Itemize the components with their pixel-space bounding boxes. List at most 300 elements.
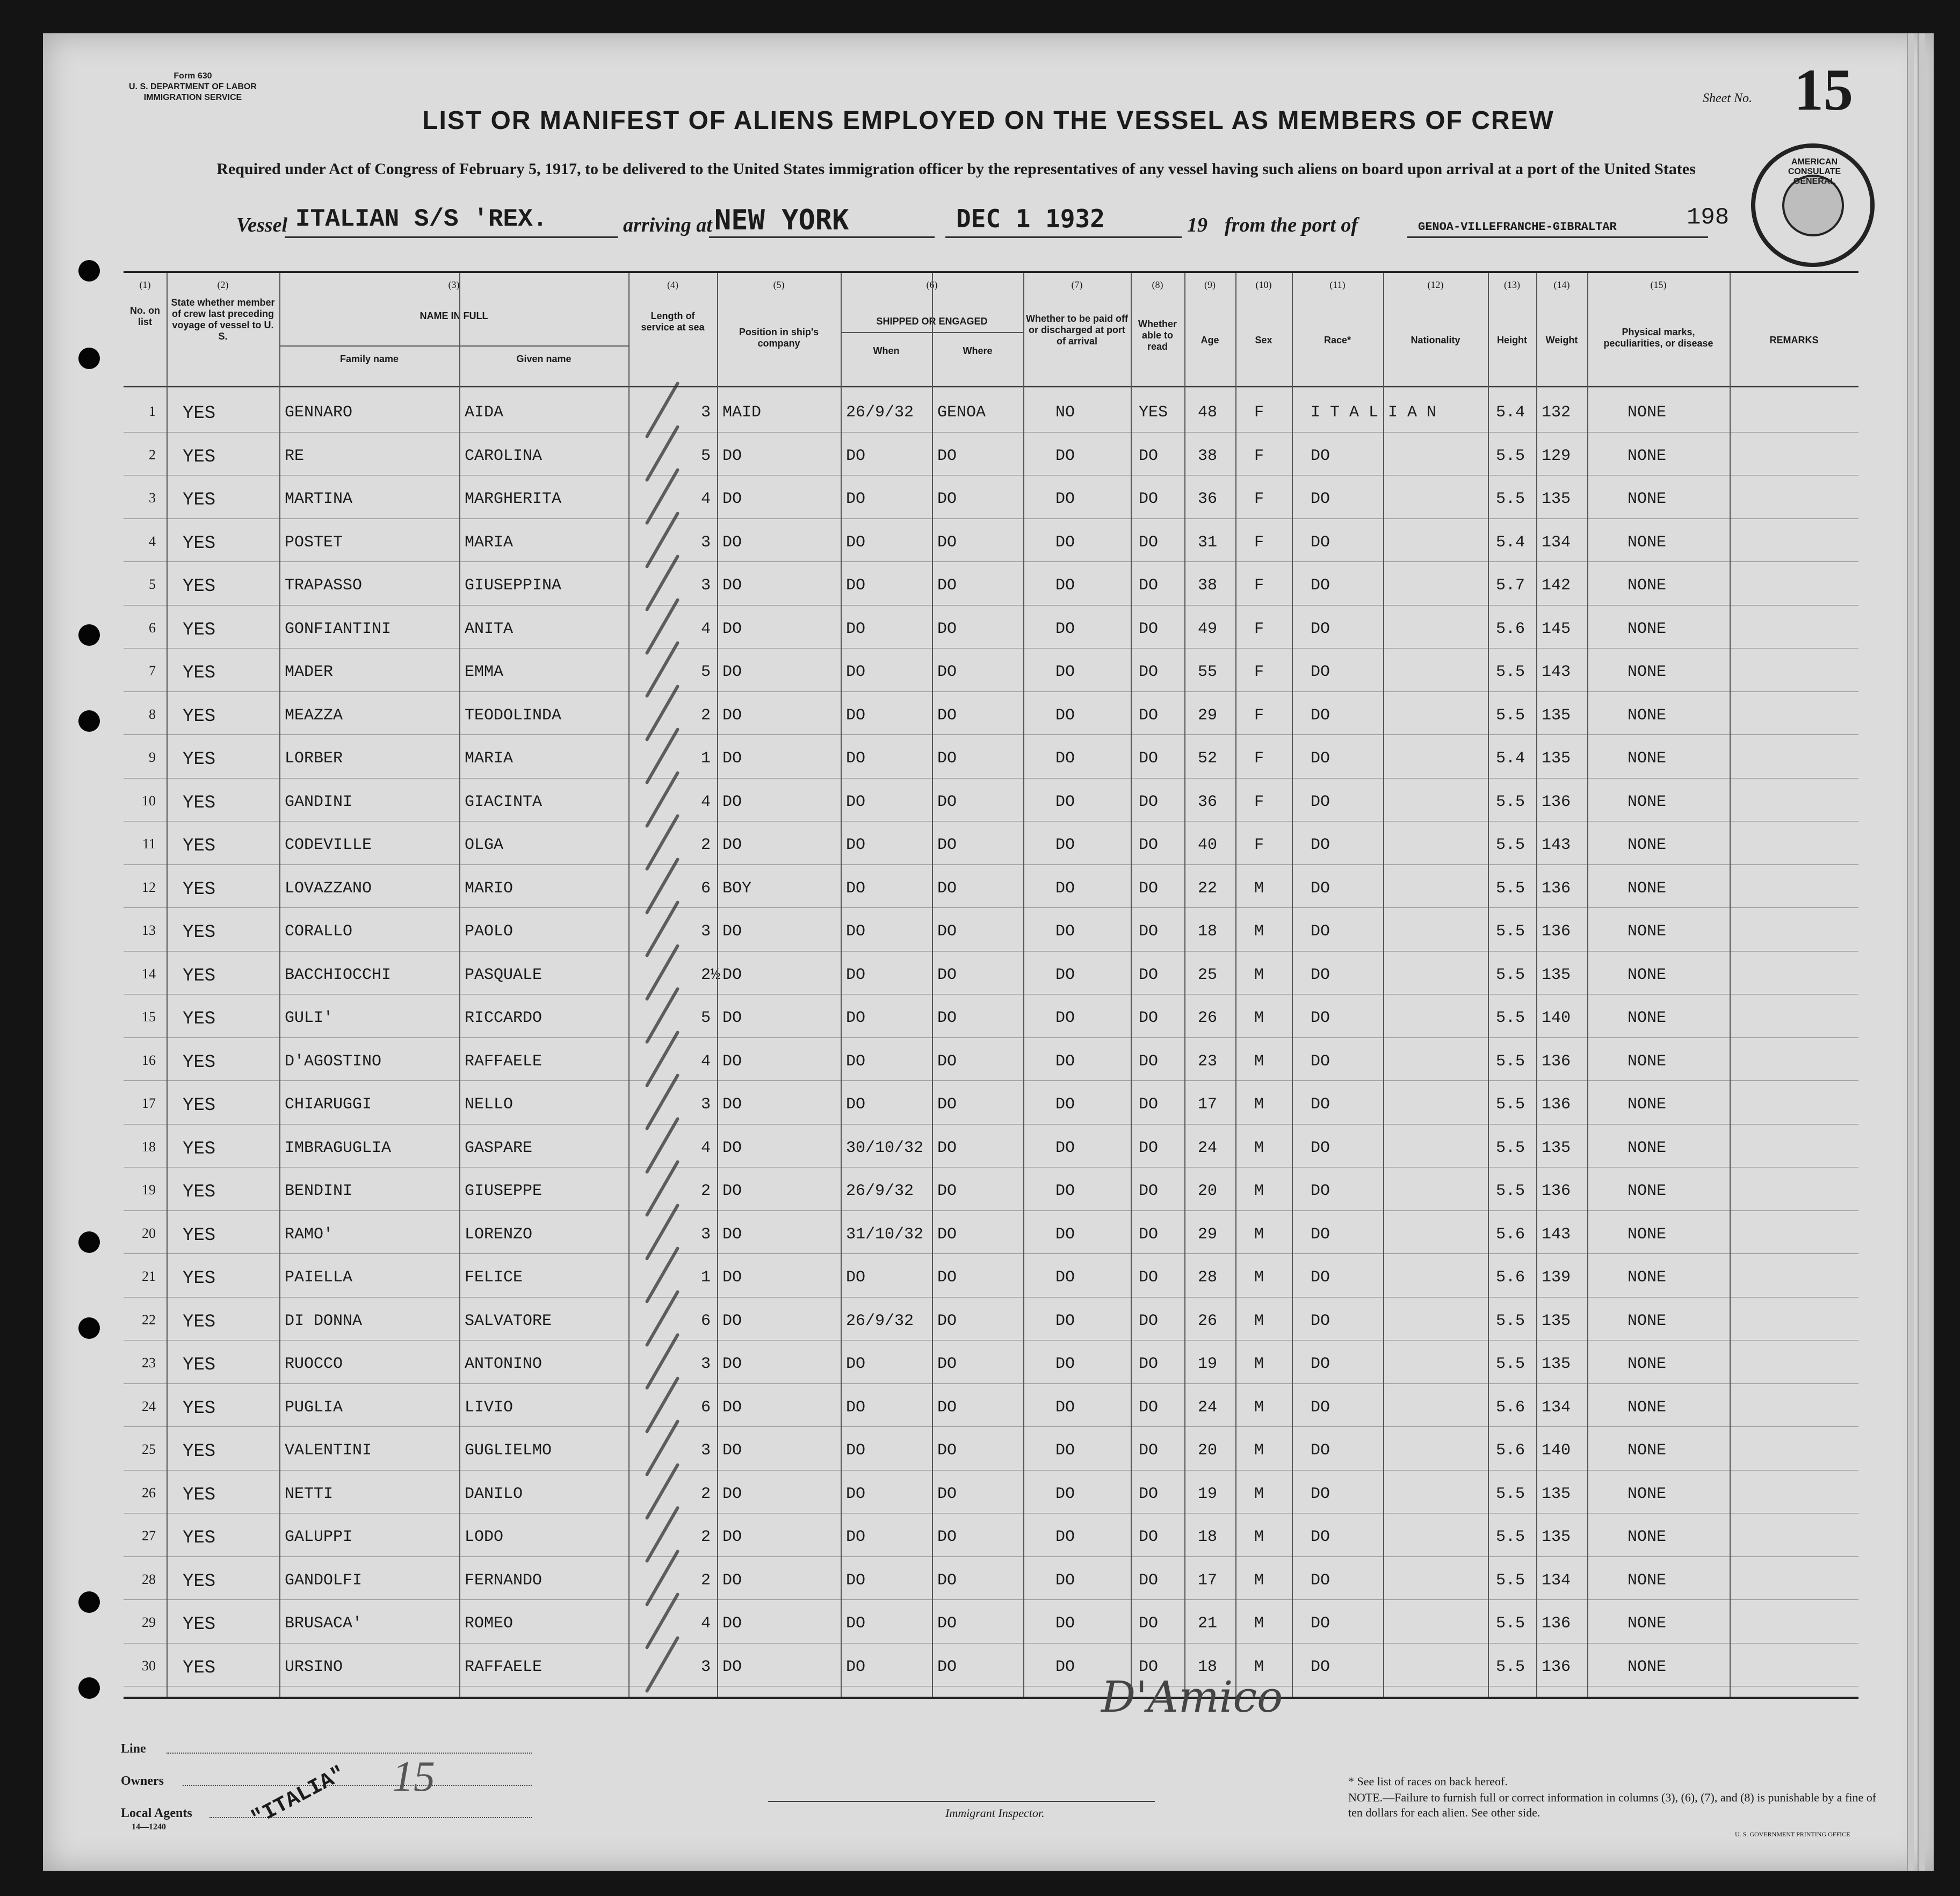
col-header-where: Where xyxy=(963,345,993,356)
read-cell: DO xyxy=(1139,490,1159,508)
height-cell: 5.5 xyxy=(1496,1009,1525,1027)
shipped-when-cell: DO xyxy=(846,576,866,595)
race-cell: DO xyxy=(1311,792,1330,811)
height-cell: 5.6 xyxy=(1496,1398,1525,1417)
service-cell: 4 xyxy=(701,490,711,508)
col-num-9: (9) xyxy=(1204,279,1216,290)
previous-voyage-cell: YES xyxy=(183,879,216,900)
height-cell: 5.5 xyxy=(1496,1528,1525,1546)
age-cell: 24 xyxy=(1198,1398,1218,1417)
service-cell: 3 xyxy=(701,922,711,941)
paid-off-cell: DO xyxy=(1055,1225,1075,1244)
read-cell: DO xyxy=(1139,879,1159,898)
family-name-cell: CHIARUGGI xyxy=(285,1095,372,1114)
shipped-where-cell: DO xyxy=(937,1138,957,1157)
paid-off-cell: DO xyxy=(1055,1182,1075,1200)
given-name-cell: CAROLINA xyxy=(465,446,543,465)
col-num-10: (10) xyxy=(1255,279,1272,290)
row-divider xyxy=(124,518,1858,519)
read-cell: DO xyxy=(1139,706,1159,725)
given-name-cell: ROMEO xyxy=(465,1614,513,1633)
height-cell: 5.5 xyxy=(1496,1614,1525,1633)
read-cell: DO xyxy=(1139,1138,1159,1157)
weight-cell: 135 xyxy=(1542,1484,1571,1503)
weight-cell: 139 xyxy=(1542,1268,1571,1287)
column-divider xyxy=(1023,273,1024,1697)
shipped-where-cell: DO xyxy=(937,879,957,898)
shipped-when-cell: DO xyxy=(846,1614,866,1633)
paid-off-cell: DO xyxy=(1055,1571,1075,1590)
height-cell: 5.5 xyxy=(1496,879,1525,898)
read-cell: DO xyxy=(1139,1441,1159,1460)
col-header-previous-voyage: State whether member of crew last preceding voyage of vessel to U. S. xyxy=(171,297,275,342)
service-cell: 3 xyxy=(701,533,711,552)
given-name-cell: LORENZO xyxy=(465,1225,533,1244)
shipped-where-cell: DO xyxy=(937,1182,957,1200)
shipped-when-cell: DO xyxy=(846,1484,866,1503)
col-header-service: Length of service at sea xyxy=(641,311,705,333)
read-cell: DO xyxy=(1139,1355,1159,1373)
family-name-cell: DI DONNA xyxy=(285,1311,363,1330)
row-number: 3 xyxy=(149,490,156,506)
read-cell: DO xyxy=(1139,1398,1159,1417)
race-cell: DO xyxy=(1311,965,1330,984)
paid-off-cell: DO xyxy=(1055,446,1075,465)
shipped-when-cell: DO xyxy=(846,1571,866,1590)
given-name-cell: GUGLIELMO xyxy=(465,1441,552,1460)
row-number: 15 xyxy=(142,1009,156,1025)
paid-off-cell: DO xyxy=(1055,1355,1075,1373)
row-divider xyxy=(124,561,1858,562)
row-number: 28 xyxy=(142,1571,156,1587)
given-name-cell: MARIA xyxy=(465,749,513,768)
col-header-given-name: Given name xyxy=(516,354,572,364)
age-cell: 38 xyxy=(1198,446,1218,465)
race-cell: I T A L I A N xyxy=(1311,403,1437,422)
col-num-4: (4) xyxy=(667,279,678,290)
read-cell: DO xyxy=(1139,533,1159,552)
family-name-cell: TRAPASSO xyxy=(285,576,363,595)
shipped-where-cell: DO xyxy=(937,1484,957,1503)
given-name-cell: FERNANDO xyxy=(465,1571,543,1590)
row-number: 2 xyxy=(149,446,156,463)
given-name-cell: MARIA xyxy=(465,533,513,552)
read-cell: DO xyxy=(1139,1657,1159,1676)
physical-marks-cell: NONE xyxy=(1628,1052,1667,1071)
row-divider xyxy=(124,1210,1858,1211)
race-cell: DO xyxy=(1311,1398,1330,1417)
row-number: 27 xyxy=(142,1528,156,1544)
row-number: 22 xyxy=(142,1311,156,1328)
weight-cell: 135 xyxy=(1542,1528,1571,1546)
shipped-where-cell: DO xyxy=(937,1657,957,1676)
col-num-8: (8) xyxy=(1152,279,1163,290)
row-number: 21 xyxy=(142,1268,156,1284)
previous-voyage-cell: YES xyxy=(183,922,216,943)
read-cell: DO xyxy=(1139,446,1159,465)
read-cell: DO xyxy=(1139,836,1159,854)
paid-off-cell: DO xyxy=(1055,1311,1075,1330)
row-number: 18 xyxy=(142,1138,156,1155)
family-name-cell: BACCHIOCCHI xyxy=(285,965,392,984)
physical-marks-cell: NONE xyxy=(1628,1614,1667,1633)
shipped-where-cell: DO xyxy=(937,576,957,595)
position-cell: DO xyxy=(722,1052,742,1071)
row-number: 13 xyxy=(142,922,156,938)
read-cell: DO xyxy=(1139,663,1159,681)
age-cell: 17 xyxy=(1198,1095,1218,1114)
race-cell: DO xyxy=(1311,1138,1330,1157)
family-name-cell: BENDINI xyxy=(285,1182,353,1200)
sex-cell: M xyxy=(1254,1009,1264,1027)
weight-cell: 129 xyxy=(1542,446,1571,465)
shipped-when-cell: DO xyxy=(846,1009,866,1027)
page-edge xyxy=(1907,33,1914,1871)
previous-voyage-cell: YES xyxy=(183,1009,216,1029)
age-cell: 25 xyxy=(1198,965,1218,984)
sex-cell: M xyxy=(1254,1052,1264,1071)
service-cell: 4 xyxy=(701,792,711,811)
column-divider xyxy=(841,273,842,1697)
given-name-cell: MARIO xyxy=(465,879,513,898)
race-cell: DO xyxy=(1311,1268,1330,1287)
sex-cell: M xyxy=(1254,1268,1264,1287)
previous-voyage-cell: YES xyxy=(183,1571,216,1592)
paid-off-cell: DO xyxy=(1055,1528,1075,1546)
age-cell: 19 xyxy=(1198,1355,1218,1373)
family-name-cell: RUOCCO xyxy=(285,1355,343,1373)
inspector-label: Immigrant Inspector. xyxy=(945,1806,1045,1820)
previous-voyage-cell: YES xyxy=(183,1268,216,1289)
sex-cell: F xyxy=(1254,706,1264,725)
race-cell: DO xyxy=(1311,749,1330,768)
vessel-value: ITALIAN S/S 'REX. xyxy=(295,205,548,233)
from-port-label: from the port of xyxy=(1225,214,1358,236)
punch-hole xyxy=(78,1591,100,1613)
position-cell: DO xyxy=(722,836,742,854)
age-cell: 18 xyxy=(1198,1657,1218,1676)
sex-cell: M xyxy=(1254,1138,1264,1157)
given-name-cell: AIDA xyxy=(465,403,504,422)
shipped-when-cell: DO xyxy=(846,836,866,854)
given-name-cell: GIUSEPPINA xyxy=(465,576,562,595)
age-cell: 26 xyxy=(1198,1009,1218,1027)
read-cell: DO xyxy=(1139,1052,1159,1071)
manifest-sheet xyxy=(43,33,1934,1871)
previous-voyage-cell: YES xyxy=(183,619,216,640)
row-number: 29 xyxy=(142,1614,156,1630)
previous-voyage-cell: YES xyxy=(183,1441,216,1462)
sex-cell: M xyxy=(1254,1441,1264,1460)
race-cell: DO xyxy=(1311,1657,1330,1676)
previous-voyage-cell: YES xyxy=(183,446,216,467)
handwritten-number: 15 xyxy=(392,1753,435,1800)
shipped-where-cell: DO xyxy=(937,1398,957,1417)
row-divider xyxy=(124,1080,1858,1081)
physical-marks-cell: NONE xyxy=(1628,1311,1667,1330)
row-divider xyxy=(124,734,1858,735)
paid-off-cell: DO xyxy=(1055,965,1075,984)
crew-manifest-table xyxy=(124,271,1858,1699)
sex-cell: F xyxy=(1254,663,1264,681)
col-header-shipped: SHIPPED OR ENGAGED xyxy=(876,316,988,327)
physical-marks-cell: NONE xyxy=(1628,792,1667,811)
paid-off-cell: DO xyxy=(1055,1268,1075,1287)
age-cell: 20 xyxy=(1198,1182,1218,1200)
family-name-cell: GANDINI xyxy=(285,792,353,811)
row-number: 16 xyxy=(142,1052,156,1068)
service-cell: 3 xyxy=(701,1355,711,1373)
physical-marks-cell: NONE xyxy=(1628,576,1667,595)
age-cell: 49 xyxy=(1198,619,1218,638)
race-cell: DO xyxy=(1311,1052,1330,1071)
row-number: 4 xyxy=(149,533,156,549)
inspector-signature: D'Amico xyxy=(1101,1672,1283,1722)
column-divider xyxy=(932,273,933,1697)
punch-hole xyxy=(78,260,100,282)
physical-marks-cell: NONE xyxy=(1628,965,1667,984)
weight-cell: 140 xyxy=(1542,1441,1571,1460)
column-divider xyxy=(1383,273,1384,1697)
physical-marks-cell: NONE xyxy=(1628,490,1667,508)
shipped-where-cell: DO xyxy=(937,1311,957,1330)
service-cell: 2 xyxy=(701,706,711,725)
row-divider xyxy=(124,1037,1858,1038)
sex-cell: F xyxy=(1254,619,1264,638)
race-cell: DO xyxy=(1311,879,1330,898)
form-number: Form 630 xyxy=(173,71,212,81)
height-cell: 5.6 xyxy=(1496,1268,1525,1287)
col-header-race: Race* xyxy=(1323,335,1351,345)
col-header-nationality: Nationality xyxy=(1411,335,1460,345)
column-divider xyxy=(1587,273,1588,1697)
paid-off-cell: DO xyxy=(1055,922,1075,941)
weight-cell: 136 xyxy=(1542,1182,1571,1200)
weight-cell: 145 xyxy=(1542,619,1571,638)
position-cell: DO xyxy=(722,1484,742,1503)
position-cell: DO xyxy=(722,1268,742,1287)
col-header-weight: Weight xyxy=(1545,335,1578,345)
row-divider xyxy=(124,1556,1858,1557)
position-cell: DO xyxy=(722,1441,742,1460)
service-cell: 4 xyxy=(701,1052,711,1071)
given-name-cell: LIVIO xyxy=(465,1398,513,1417)
shipped-when-cell: DO xyxy=(846,1441,866,1460)
page-edge xyxy=(1918,33,1925,1871)
previous-voyage-cell: YES xyxy=(183,1225,216,1246)
family-name-cell: GULI' xyxy=(285,1009,334,1027)
given-name-cell: TEODOLINDA xyxy=(465,706,562,725)
race-cell: DO xyxy=(1311,1571,1330,1590)
given-name-cell: PAOLO xyxy=(465,922,513,941)
position-cell: DO xyxy=(722,1614,742,1633)
age-cell: 29 xyxy=(1198,706,1218,725)
col-num-2: (2) xyxy=(217,279,229,290)
arrival-date: DEC 1 1932 xyxy=(956,204,1105,233)
row-number: 6 xyxy=(149,619,156,636)
row-number: 17 xyxy=(142,1095,156,1111)
given-name-cell: OLGA xyxy=(465,836,504,854)
row-number: 11 xyxy=(142,836,156,852)
stamp-lettering: AMERICAN CONSULATE GENERAL xyxy=(1788,157,1841,186)
row-divider xyxy=(124,907,1858,908)
race-cell: DO xyxy=(1311,1355,1330,1373)
position-cell: DO xyxy=(722,446,742,465)
family-name-cell: RAMO' xyxy=(285,1225,334,1244)
given-name-cell: ANITA xyxy=(465,619,513,638)
given-name-cell: RAFFAELE xyxy=(465,1052,543,1071)
column-divider xyxy=(628,273,630,1697)
height-cell: 5.5 xyxy=(1496,1484,1525,1503)
col-header-family-name: Family name xyxy=(339,354,399,364)
paid-off-cell: DO xyxy=(1055,1138,1075,1157)
previous-voyage-cell: YES xyxy=(183,663,216,683)
service-cell: 3 xyxy=(701,403,711,422)
shipped-when-cell: DO xyxy=(846,446,866,465)
shipped-where-cell: DO xyxy=(937,1225,957,1244)
physical-marks-cell: NONE xyxy=(1628,533,1667,552)
race-cell: DO xyxy=(1311,490,1330,508)
shipped-where-cell: GENOA xyxy=(937,403,986,422)
vessel-rule xyxy=(285,236,618,238)
position-cell: DO xyxy=(722,706,742,725)
paid-off-cell: DO xyxy=(1055,706,1075,725)
row-number: 30 xyxy=(142,1657,156,1674)
sex-cell: M xyxy=(1254,1571,1264,1590)
sheet-number: 15 xyxy=(1794,57,1853,122)
service-cell: 5 xyxy=(701,446,711,465)
paid-off-cell: DO xyxy=(1055,1398,1075,1417)
previous-voyage-cell: YES xyxy=(183,1052,216,1073)
race-cell: DO xyxy=(1311,533,1330,552)
height-cell: 5.5 xyxy=(1496,706,1525,725)
physical-marks-cell: NONE xyxy=(1628,1484,1667,1503)
previous-voyage-cell: YES xyxy=(183,1528,216,1548)
read-cell: YES xyxy=(1139,403,1168,422)
sex-cell: F xyxy=(1254,533,1264,552)
shipped-when-cell: DO xyxy=(846,1268,866,1287)
row-number: 19 xyxy=(142,1182,156,1198)
service-cell: 3 xyxy=(701,576,711,595)
subheader-divider xyxy=(841,332,1023,333)
shipped-when-cell: DO xyxy=(846,1095,866,1114)
shipped-where-cell: DO xyxy=(937,1441,957,1460)
shipped-when-cell: DO xyxy=(846,533,866,552)
previous-voyage-cell: YES xyxy=(183,1614,216,1635)
family-name-cell: CORALLO xyxy=(285,922,353,941)
race-cell: DO xyxy=(1311,619,1330,638)
age-cell: 18 xyxy=(1198,922,1218,941)
previous-voyage-cell: YES xyxy=(183,1398,216,1419)
weight-cell: 132 xyxy=(1542,403,1571,422)
col-header-read: Whether able to read xyxy=(1138,319,1177,352)
paid-off-cell: DO xyxy=(1055,1009,1075,1027)
family-name-cell: LOVAZZANO xyxy=(285,879,372,898)
previous-voyage-cell: YES xyxy=(183,533,216,554)
height-cell: 5.5 xyxy=(1496,1355,1525,1373)
read-cell: DO xyxy=(1139,619,1159,638)
shipped-where-cell: DO xyxy=(937,619,957,638)
sex-cell: M xyxy=(1254,1225,1264,1244)
col-header-remarks: REMARKS xyxy=(1769,335,1819,345)
service-cell: 2 xyxy=(701,1528,711,1546)
read-cell: DO xyxy=(1139,1528,1159,1546)
from-port-rule xyxy=(1407,236,1708,238)
physical-marks-cell: NONE xyxy=(1628,749,1667,768)
shipped-when-cell: 31/10/32 xyxy=(846,1225,924,1244)
service-cell: 2½ xyxy=(701,965,721,984)
column-divider xyxy=(167,273,168,1697)
height-cell: 5.5 xyxy=(1496,1311,1525,1330)
column-divider xyxy=(1131,273,1132,1697)
physical-marks-cell: NONE xyxy=(1628,1268,1667,1287)
row-number: 24 xyxy=(142,1398,156,1414)
family-name-cell: IMBRAGUGLIA xyxy=(285,1138,392,1157)
owners-rule xyxy=(183,1785,532,1786)
given-name-cell: GIUSEPPE xyxy=(465,1182,543,1200)
read-cell: DO xyxy=(1139,1225,1159,1244)
column-divider xyxy=(1536,273,1537,1697)
age-cell: 38 xyxy=(1198,576,1218,595)
position-cell: DO xyxy=(722,1657,742,1676)
row-divider xyxy=(124,1599,1858,1600)
age-cell: 19 xyxy=(1198,1484,1218,1503)
service-cell: 3 xyxy=(701,1441,711,1460)
position-cell: DO xyxy=(722,663,742,681)
column-divider xyxy=(459,273,460,1697)
weight-cell: 136 xyxy=(1542,1052,1571,1071)
position-cell: DO xyxy=(722,1182,742,1200)
age-cell: 22 xyxy=(1198,879,1218,898)
age-cell: 17 xyxy=(1198,1571,1218,1590)
row-number: 9 xyxy=(149,749,156,765)
race-cell: DO xyxy=(1311,922,1330,941)
row-divider xyxy=(124,1253,1858,1254)
position-cell: MAID xyxy=(722,403,762,422)
row-divider xyxy=(124,864,1858,865)
race-cell: DO xyxy=(1311,1182,1330,1200)
weight-cell: 134 xyxy=(1542,533,1571,552)
previous-voyage-cell: YES xyxy=(183,965,216,986)
local-agents-label: Local Agents xyxy=(121,1806,192,1820)
given-name-cell: MARGHERITA xyxy=(465,490,562,508)
date-rule xyxy=(945,236,1182,238)
physical-marks-cell: NONE xyxy=(1628,1138,1667,1157)
shipped-when-cell: DO xyxy=(846,922,866,941)
height-cell: 5.4 xyxy=(1496,533,1525,552)
col-num-12: (12) xyxy=(1427,279,1444,290)
physical-marks-cell: NONE xyxy=(1628,706,1667,725)
col-num-11: (11) xyxy=(1329,279,1346,290)
col-header-age: Age xyxy=(1200,335,1219,345)
weight-cell: 136 xyxy=(1542,1657,1571,1676)
sex-cell: M xyxy=(1254,922,1264,941)
shipped-where-cell: DO xyxy=(937,663,957,681)
shipped-where-cell: DO xyxy=(937,1571,957,1590)
agents-code: 14—1240 xyxy=(132,1822,166,1832)
read-cell: DO xyxy=(1139,1311,1159,1330)
physical-marks-cell: NONE xyxy=(1628,619,1667,638)
physical-marks-cell: NONE xyxy=(1628,1528,1667,1546)
shipped-when-cell: DO xyxy=(846,1657,866,1676)
family-name-cell: POSTET xyxy=(285,533,343,552)
owners-label: Owners xyxy=(121,1774,164,1788)
shipped-when-cell: DO xyxy=(846,965,866,984)
height-cell: 5.5 xyxy=(1496,490,1525,508)
given-name-cell: ANTONINO xyxy=(465,1355,543,1373)
shipped-when-cell: 26/9/32 xyxy=(846,1311,914,1330)
sex-cell: M xyxy=(1254,1355,1264,1373)
